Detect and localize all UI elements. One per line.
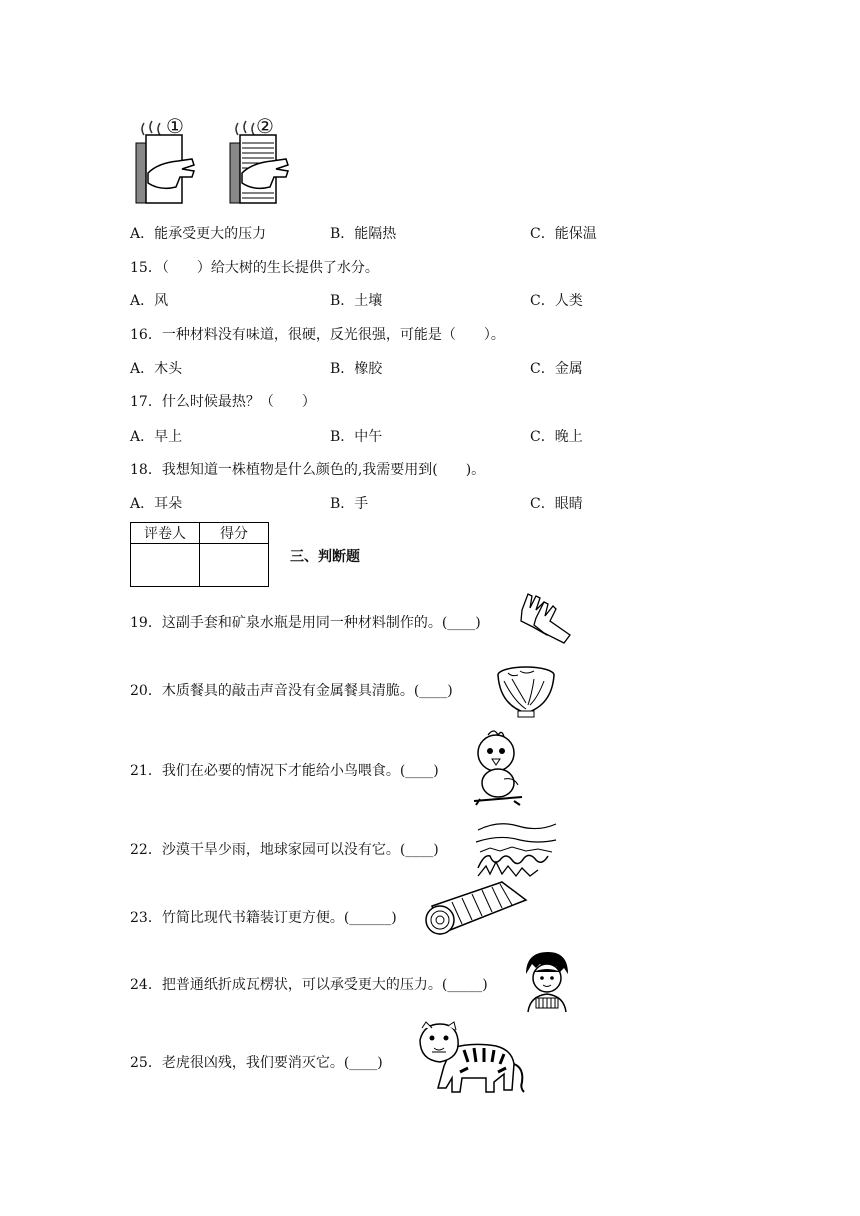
grader-cell[interactable] (131, 544, 200, 587)
q18-option-a[interactable]: A．耳朵 (130, 496, 183, 512)
q18-option-b[interactable]: B．手 (330, 496, 369, 512)
q16-option-b[interactable]: B．橡胶 (330, 361, 383, 377)
q17-option-a[interactable]: A．早上 (130, 429, 183, 445)
q15-option-c[interactable]: C．人类 (530, 293, 583, 309)
wooden-bowl-icon (494, 661, 560, 721)
question-18: 18．我想知道一株植物是什么颜色的,我需要用到( )。 (130, 462, 486, 478)
score-cell[interactable] (200, 544, 269, 587)
question-19: 19．这副手套和矿泉水瓶是用同一种材料制作的。(____) (130, 615, 481, 631)
q15-option-b[interactable]: B．土壤 (330, 293, 383, 309)
question-23: 23．竹简比现代书籍装订更方便。(______) (130, 910, 397, 926)
bamboo-scroll-icon (422, 880, 528, 940)
bird-icon (468, 727, 532, 811)
q17-option-c[interactable]: C．晚上 (530, 429, 583, 445)
hand-on-paper-figure-1 (130, 113, 200, 205)
score-table (130, 522, 269, 587)
boy-folding-paper-icon (518, 948, 576, 1014)
q14-option-a[interactable]: A．能承受更大的压力 (130, 226, 267, 242)
question-21: 21．我们在必要的情况下才能给小鸟喂食。(____) (130, 763, 439, 779)
q15-option-a[interactable]: A．风 (130, 293, 169, 309)
q17-option-b[interactable]: B．中午 (330, 429, 383, 445)
q18-option-c[interactable]: C．眼睛 (530, 496, 583, 512)
question-24: 24．把普通纸折成瓦楞状，可以承受更大的压力。(_____) (130, 977, 488, 993)
tiger-icon (414, 1020, 526, 1100)
question-20: 20．木质餐具的敲击声音没有金属餐具清脆。(____) (130, 683, 453, 699)
question-16: 16．一种材料没有味道，很硬，反光很强，可能是（ ）。 (130, 327, 505, 343)
section-title: 三、判断题 (290, 549, 360, 565)
q14-option-c[interactable]: C．能保温 (530, 226, 597, 242)
q16-option-c[interactable]: C．金属 (530, 361, 583, 377)
gloves-icon (512, 590, 578, 650)
score-header: 得分 (200, 523, 269, 544)
question-17: 17．什么时候最热？（ ） (130, 394, 316, 410)
q14-option-b[interactable]: B．能隔热 (330, 226, 397, 242)
desert-icon (474, 818, 558, 880)
question-25: 25．老虎很凶残，我们要消灭它。(____) (130, 1055, 383, 1071)
figure-label-1: ① (166, 114, 184, 138)
q16-option-a[interactable]: A．木头 (130, 361, 183, 377)
question-15: 15．（ ）给大树的生长提供了水分。 (130, 260, 379, 276)
grader-header: 评卷人 (131, 523, 200, 544)
figure-label-2: ② (256, 114, 274, 138)
question-22: 22．沙漠干旱少雨，地球家园可以没有它。(____) (130, 842, 439, 858)
